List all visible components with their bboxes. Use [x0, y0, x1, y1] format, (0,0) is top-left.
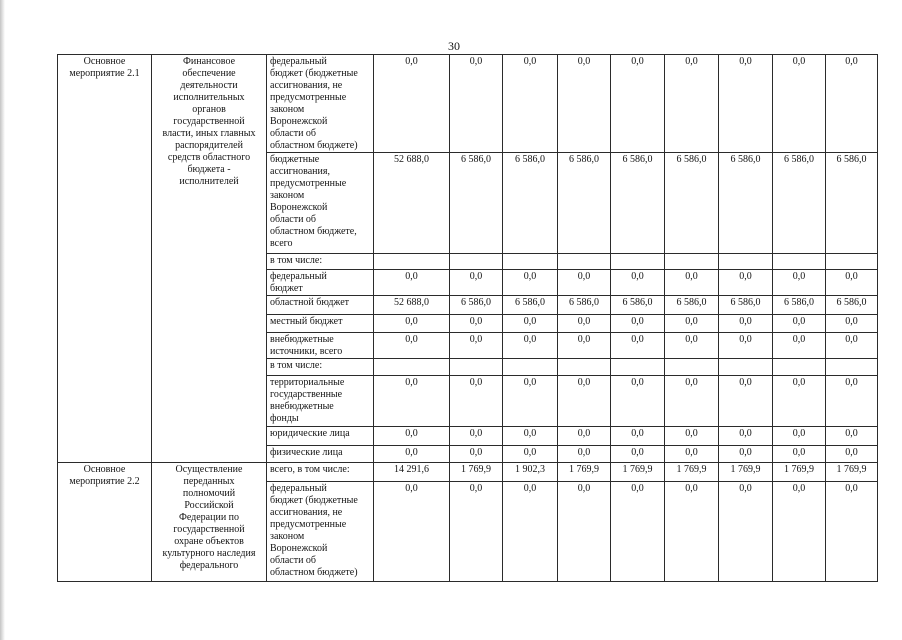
- amount-cell: 0,0: [665, 315, 719, 333]
- funding-source-cell: местный бюджет: [267, 315, 374, 333]
- amount-cell: 0,0: [611, 270, 665, 296]
- amount-cell: 0,0: [773, 333, 826, 359]
- amount-cell: 0,0: [826, 427, 878, 446]
- amount-cell: 0,0: [503, 427, 558, 446]
- funding-source-cell: всего, в том числе:: [267, 463, 374, 482]
- funding-source-cell: территориальные государственные внебюджетные фонды: [267, 376, 374, 427]
- amount-cell: 0,0: [558, 446, 611, 463]
- amount-cell: 0,0: [450, 446, 503, 463]
- amount-cell: [374, 254, 450, 270]
- amount-cell: 0,0: [374, 446, 450, 463]
- amount-cell: [558, 359, 611, 376]
- amount-cell: [503, 359, 558, 376]
- amount-cell: 6 586,0: [719, 296, 773, 315]
- amount-cell: 1 769,9: [450, 463, 503, 482]
- amount-cell: 0,0: [719, 333, 773, 359]
- amount-cell: 0,0: [719, 55, 773, 153]
- amount-cell: 0,0: [773, 315, 826, 333]
- amount-cell: 0,0: [665, 270, 719, 296]
- amount-cell: 6 586,0: [503, 153, 558, 254]
- amount-cell: 0,0: [503, 376, 558, 427]
- funding-source-cell: областной бюджет: [267, 296, 374, 315]
- amount-cell: 6 586,0: [558, 153, 611, 254]
- amount-cell: 6 586,0: [611, 296, 665, 315]
- amount-cell: 0,0: [503, 482, 558, 582]
- event-description-cell: Финансовое обеспечение деятельности исполнительных органов государственной власти, иных главных распорядителей средств областного бюджета - исполнителей: [152, 55, 267, 463]
- amount-cell: 0,0: [611, 55, 665, 153]
- amount-cell: 0,0: [719, 270, 773, 296]
- amount-cell: [826, 359, 878, 376]
- funding-source-cell: бюджетные ассигнования, предусмотренные законом Воронежской области об областном бюджете, всего: [267, 153, 374, 254]
- amount-cell: 0,0: [665, 376, 719, 427]
- amount-cell: 0,0: [773, 270, 826, 296]
- amount-cell: 0,0: [826, 270, 878, 296]
- amount-cell: 0,0: [611, 446, 665, 463]
- amount-cell: 6 586,0: [719, 153, 773, 254]
- amount-cell: 0,0: [665, 482, 719, 582]
- amount-cell: [450, 254, 503, 270]
- table-row: [58, 463, 878, 482]
- amount-cell: 0,0: [374, 333, 450, 359]
- funding-source-cell: федеральный бюджет (бюджетные ассигнования, не предусмотренные законом Воронежской области об областном бюджете): [267, 482, 374, 582]
- amount-cell: 0,0: [611, 427, 665, 446]
- amount-cell: 0,0: [450, 333, 503, 359]
- amount-cell: 0,0: [773, 427, 826, 446]
- amount-cell: 1 769,9: [826, 463, 878, 482]
- amount-cell: 1 769,9: [611, 463, 665, 482]
- amount-cell: 0,0: [665, 446, 719, 463]
- amount-cell: 0,0: [719, 482, 773, 582]
- amount-cell: 0,0: [773, 55, 826, 153]
- amount-cell: 0,0: [719, 446, 773, 463]
- amount-cell: [503, 254, 558, 270]
- amount-cell: 0,0: [374, 376, 450, 427]
- event-description-cell: Осуществление переданных полномочий Российской Федерации по государственной охране объектов культурного наследия федерального: [152, 463, 267, 582]
- amount-cell: 52 688,0: [374, 296, 450, 315]
- amount-cell: 0,0: [665, 427, 719, 446]
- amount-cell: 0,0: [826, 55, 878, 153]
- funding-source-cell: федеральный бюджет (бюджетные ассигнования, не предусмотренные законом Воронежской области об областном бюджете): [267, 55, 374, 153]
- amount-cell: 0,0: [719, 427, 773, 446]
- amount-cell: 0,0: [826, 315, 878, 333]
- amount-cell: 6 586,0: [773, 153, 826, 254]
- amount-cell: 6 586,0: [503, 296, 558, 315]
- amount-cell: [450, 359, 503, 376]
- amount-cell: 0,0: [450, 270, 503, 296]
- amount-cell: [719, 359, 773, 376]
- amount-cell: 0,0: [558, 482, 611, 582]
- amount-cell: 0,0: [558, 333, 611, 359]
- amount-cell: 0,0: [450, 482, 503, 582]
- event-name-cell: Основное мероприятие 2.1: [58, 55, 152, 463]
- amount-cell: 0,0: [558, 55, 611, 153]
- amount-cell: 0,0: [503, 446, 558, 463]
- amount-cell: 0,0: [611, 376, 665, 427]
- amount-cell: 0,0: [719, 376, 773, 427]
- amount-cell: 1 902,3: [503, 463, 558, 482]
- funding-source-cell: юридические лица: [267, 427, 374, 446]
- amount-cell: 6 586,0: [611, 153, 665, 254]
- amount-cell: 0,0: [719, 315, 773, 333]
- amount-cell: [826, 254, 878, 270]
- amount-cell: 0,0: [611, 333, 665, 359]
- amount-cell: 0,0: [665, 55, 719, 153]
- amount-cell: 0,0: [374, 55, 450, 153]
- amount-cell: [773, 254, 826, 270]
- amount-cell: [611, 359, 665, 376]
- amount-cell: 1 769,9: [773, 463, 826, 482]
- amount-cell: 1 769,9: [719, 463, 773, 482]
- amount-cell: 0,0: [773, 376, 826, 427]
- amount-cell: 6 586,0: [450, 153, 503, 254]
- funding-source-cell: в том числе:: [267, 254, 374, 270]
- amount-cell: 0,0: [826, 446, 878, 463]
- amount-cell: 6 586,0: [826, 296, 878, 315]
- page-number: 30: [448, 39, 460, 53]
- amount-cell: [374, 359, 450, 376]
- amount-cell: 0,0: [826, 482, 878, 582]
- amount-cell: 0,0: [558, 270, 611, 296]
- amount-cell: 0,0: [611, 315, 665, 333]
- amount-cell: 0,0: [773, 446, 826, 463]
- amount-cell: 6 586,0: [558, 296, 611, 315]
- amount-cell: 1 769,9: [558, 463, 611, 482]
- event-name-cell: Основное мероприятие 2.2: [58, 463, 152, 582]
- amount-cell: 6 586,0: [826, 153, 878, 254]
- amount-cell: 52 688,0: [374, 153, 450, 254]
- funding-source-cell: федеральный бюджет: [267, 270, 374, 296]
- amount-cell: 0,0: [558, 376, 611, 427]
- amount-cell: [719, 254, 773, 270]
- amount-cell: 0,0: [450, 376, 503, 427]
- amount-cell: 14 291,6: [374, 463, 450, 482]
- funding-source-cell: внебюджетные источники, всего: [267, 333, 374, 359]
- amount-cell: [558, 254, 611, 270]
- amount-cell: [665, 359, 719, 376]
- amount-cell: [611, 254, 665, 270]
- amount-cell: 0,0: [773, 482, 826, 582]
- amount-cell: 0,0: [374, 315, 450, 333]
- amount-cell: 0,0: [503, 333, 558, 359]
- amount-cell: 6 586,0: [665, 296, 719, 315]
- budget-table: [57, 54, 878, 582]
- amount-cell: 0,0: [826, 333, 878, 359]
- amount-cell: 0,0: [503, 315, 558, 333]
- amount-cell: 0,0: [611, 482, 665, 582]
- amount-cell: 0,0: [374, 427, 450, 446]
- amount-cell: 0,0: [503, 55, 558, 153]
- amount-cell: 0,0: [450, 55, 503, 153]
- amount-cell: 0,0: [374, 270, 450, 296]
- amount-cell: 6 586,0: [450, 296, 503, 315]
- funding-source-cell: физические лица: [267, 446, 374, 463]
- amount-cell: 0,0: [450, 315, 503, 333]
- amount-cell: [665, 254, 719, 270]
- amount-cell: 0,0: [558, 427, 611, 446]
- table-row: [58, 55, 878, 153]
- amount-cell: 1 769,9: [665, 463, 719, 482]
- amount-cell: 0,0: [503, 270, 558, 296]
- amount-cell: 6 586,0: [665, 153, 719, 254]
- amount-cell: 0,0: [826, 376, 878, 427]
- table-body: [58, 55, 878, 582]
- funding-source-cell: в том числе:: [267, 359, 374, 376]
- page-edge-shadow: [0, 0, 5, 640]
- amount-cell: 0,0: [558, 315, 611, 333]
- amount-cell: 0,0: [374, 482, 450, 582]
- amount-cell: 0,0: [450, 427, 503, 446]
- amount-cell: 0,0: [665, 333, 719, 359]
- amount-cell: [773, 359, 826, 376]
- amount-cell: 6 586,0: [773, 296, 826, 315]
